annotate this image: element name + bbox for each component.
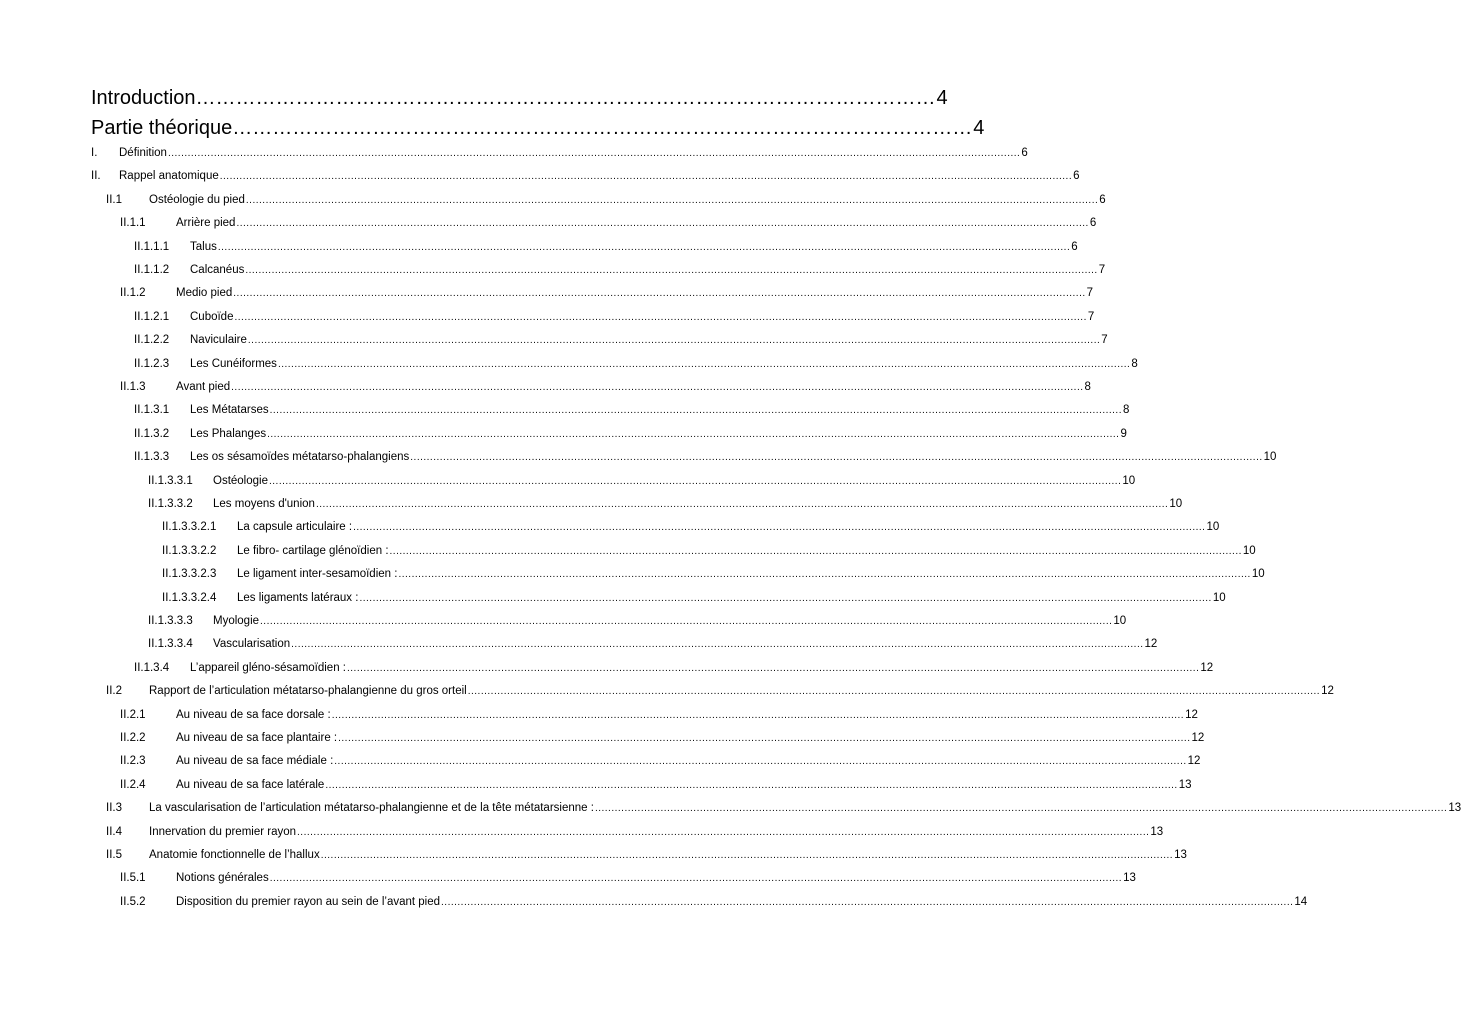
toc-entry[interactable] xyxy=(120,751,1201,771)
toc-entry-page: 7 xyxy=(1101,334,1108,347)
dot-leader: .................................................................................................................................................................................................................................................................... xyxy=(353,522,1206,534)
toc-entry[interactable] xyxy=(120,283,1094,303)
toc-entry[interactable] xyxy=(162,588,1226,608)
heading-page: 4 xyxy=(973,117,985,139)
toc-entry-title: Arrière pied xyxy=(176,217,236,230)
toc-entry[interactable] xyxy=(120,728,1205,748)
dot-leader: .................................................................................................................................................................................................................................................................... xyxy=(398,569,1251,581)
toc-entry-title: Les Phalanges xyxy=(190,427,267,440)
toc-heading-introduction xyxy=(91,86,948,110)
toc-entry-page: 13 xyxy=(1150,825,1164,838)
toc-entry-page: 10 xyxy=(1169,498,1183,510)
toc-entry-title: Calcanéus xyxy=(190,264,245,276)
toc-entry-number: II.5.1 xyxy=(120,872,146,885)
toc-entry-page: 6 xyxy=(1073,170,1080,183)
toc-entry[interactable] xyxy=(134,354,1138,374)
dot-leader: .................................................................................................................................................................................................................................................................... xyxy=(234,311,1087,323)
toc-entry-title: Rapport de l’articulation métatarso-phalangienne du gros orteil xyxy=(149,685,467,698)
dot-leader: .................................................................................................................................................................................................................................................................... xyxy=(331,709,1185,721)
toc-entry-page: 8 xyxy=(1123,404,1130,417)
dot-leader: .................................................................................................................................................................................................................................................................... xyxy=(291,639,1144,651)
toc-entry-title: Les moyens d'union xyxy=(213,498,315,510)
toc-entry[interactable] xyxy=(106,798,1461,818)
dot-leader: .................................................................................................................................................................................................................................................................... xyxy=(277,358,1131,370)
dot-leader: .................................................................................................................................................................................................................................................................... xyxy=(233,288,1086,300)
toc-entry-title: Cuboïde xyxy=(190,310,234,323)
dot-leader: .................................................................................................................................................................................................................................................................... xyxy=(297,826,1150,838)
toc-entry-title: Rappel anatomique xyxy=(119,170,219,183)
toc-entry[interactable] xyxy=(148,494,1183,514)
toc-entry-title: Au niveau de sa face dorsale : xyxy=(176,708,331,721)
dot-leader: .................................................................................................................................................................................................................................................................... xyxy=(347,662,1200,674)
toc-entry-page: 8 xyxy=(1131,357,1138,370)
toc-entry-title: Au niveau de sa face médiale : xyxy=(176,755,334,768)
toc-entry-title: Innervation du premier rayon xyxy=(149,825,297,838)
toc-entry-title: Le fibro- cartilage glénoïdien : xyxy=(237,544,389,557)
toc-entry-page: 13 xyxy=(1448,802,1461,815)
toc-entry[interactable] xyxy=(106,681,1334,701)
toc-entry-title: Les ligaments latéraux : xyxy=(237,591,359,604)
toc-entry-page: 13 xyxy=(1174,849,1187,861)
dot-leader: .................................................................................................................................................................................................................................................................... xyxy=(245,194,1099,206)
toc-entry-title: L’appareil gléno-sésamoïdien : xyxy=(190,661,346,674)
toc-entry[interactable] xyxy=(106,190,1106,210)
toc-entry-page: 9 xyxy=(1120,427,1127,440)
toc-entry-title: Les Métatarses xyxy=(190,404,269,417)
toc-heading-partie-theorique xyxy=(91,116,985,140)
toc-entry-title: Ostéologie du pied xyxy=(149,193,245,206)
toc-entry[interactable] xyxy=(120,892,1308,912)
toc-entry-number: II.1.1.1 xyxy=(134,240,170,253)
toc-entry-number: II.1.3.3.4 xyxy=(148,638,193,651)
toc-entry-page: 6 xyxy=(1099,193,1106,206)
heading-label: Introduction xyxy=(91,87,196,109)
toc-entry-number: II.1.3.3.2 xyxy=(148,498,193,510)
toc-entry-page: 7 xyxy=(1098,264,1106,276)
toc-entry-number: II.1.3.3.2.1 xyxy=(162,521,217,534)
dot-leader: .................................................................................................................................................................................................................................................................... xyxy=(334,756,1187,768)
toc-entry-page: 6 xyxy=(1021,147,1028,159)
toc-entry-title: Définition xyxy=(119,147,167,159)
toc-entry-number: II.1.3.4 xyxy=(134,661,170,674)
toc-entry-number: II.1.3.3.3 xyxy=(148,615,193,627)
toc-entry-number: II. xyxy=(91,170,101,183)
toc-entry[interactable] xyxy=(134,307,1095,327)
dot-leader: .................................................................................................................................................................................................................................................................... xyxy=(217,241,1071,253)
dot-leader: .................................................................................................................................................................................................................................................................... xyxy=(325,779,1178,791)
toc-entry[interactable] xyxy=(134,658,1214,678)
toc-entry-page: 10 xyxy=(1242,544,1256,557)
toc-entry[interactable] xyxy=(162,564,1265,584)
toc-entry-number: II.1.3.3.2.4 xyxy=(162,591,217,604)
toc-entry-page: 6 xyxy=(1071,240,1078,253)
dot-leader: .................................................................................................................................................................................................................................................................... xyxy=(315,499,1169,510)
toc-entry-title: Avant pied xyxy=(176,381,231,393)
toc-entry-page: 12 xyxy=(1144,638,1158,651)
toc-entry-number: II.1.3.1 xyxy=(134,404,170,417)
toc-entry-number: II.1.2.1 xyxy=(134,310,170,323)
toc-entry-page: 7 xyxy=(1086,287,1094,300)
toc-entry-number: II.2.1 xyxy=(120,708,146,721)
dot-leader: .................................................................................................................................................................................................................................................................... xyxy=(338,733,1191,744)
dot-leader: .................................................................................................................................................................................................................................................................... xyxy=(594,803,1448,815)
toc-entry[interactable] xyxy=(134,447,1277,467)
toc-entry-number: II.1.1.2 xyxy=(134,264,170,276)
toc-entry-page: 12 xyxy=(1200,661,1214,674)
toc-entry[interactable] xyxy=(134,424,1127,444)
toc-entry-number: II.1.3.3.2.3 xyxy=(162,568,217,581)
dot-leader: .................................................................................................................................................................................................................................................................... xyxy=(231,382,1084,393)
dot-leader: .................................................................................................................................................................................................................................................................... xyxy=(269,873,1123,885)
dot-leader: .................................................................................................................................................................................................................................................................... xyxy=(269,405,1122,417)
toc-entry-number: II.2.3 xyxy=(120,755,146,768)
toc-entry-number: II.1.3.3 xyxy=(134,451,170,464)
toc-entry-title: Myologie xyxy=(213,615,260,627)
toc-entry-title: Disposition du premier rayon au sein de l’avant pied xyxy=(176,895,441,908)
toc-entry[interactable] xyxy=(120,868,1136,888)
toc-entry-page: 10 xyxy=(1263,451,1277,464)
toc-entry-number: II.2 xyxy=(106,685,122,698)
toc-entry-title: Naviculaire xyxy=(190,334,247,347)
toc-entry-page: 10 xyxy=(1206,521,1220,534)
toc-entry-page: 8 xyxy=(1084,381,1091,393)
dot-leader: .................................................................................................................................................................................................................................................................... xyxy=(441,896,1294,908)
toc-entry-title: Anatomie fonctionnelle de l’hallux xyxy=(149,849,320,861)
toc-entry-page: 6 xyxy=(1089,217,1097,230)
toc-entry-page: 10 xyxy=(1251,568,1265,581)
toc-entry[interactable] xyxy=(120,213,1097,233)
toc-entry-number: I. xyxy=(91,147,98,159)
toc-entry-title: Notions générales xyxy=(176,872,269,885)
dot-leader: .................................................................................................................................................................................................................................................................... xyxy=(247,335,1101,347)
dot-leader: .................................................................................................................................................................................................................................................................... xyxy=(260,616,1113,627)
toc-entry-page: 13 xyxy=(1123,872,1136,885)
dot-leader: .................................................................................................................................................................................................................................................................... xyxy=(267,428,1120,440)
toc-entry[interactable] xyxy=(148,634,1158,654)
toc-entry-page: 12 xyxy=(1321,685,1334,698)
toc-entry-page: 7 xyxy=(1087,310,1095,323)
toc-entry-title: La capsule articulaire : xyxy=(237,521,353,534)
toc-entry[interactable] xyxy=(106,822,1164,842)
dot-leader: .................................................................................................................................................................................................................................................................... xyxy=(320,850,1174,861)
dot-leader: .................................................................................................................................................................................................................................................................... xyxy=(245,265,1098,276)
toc-entry-page: 10 xyxy=(1122,474,1136,487)
toc-entry[interactable] xyxy=(91,143,1028,163)
dot-leader: ………………………………………………………………………………………………… xyxy=(195,87,936,109)
toc-entry-number: II.5.2 xyxy=(120,895,146,908)
toc-entry[interactable] xyxy=(134,400,1130,420)
toc-entry-title: Ostéologie xyxy=(213,474,268,487)
toc-entry[interactable] xyxy=(134,237,1078,257)
toc-entry-number: II.5 xyxy=(106,849,122,861)
toc-entry-title: Au niveau de sa face latérale xyxy=(176,778,325,791)
dot-leader: .................................................................................................................................................................................................................................................................... xyxy=(410,452,1263,464)
toc-entry-title: Les os sésamoïdes métatarso-phalangiens xyxy=(190,451,410,464)
toc-entry-number: II.1.3.3.2.2 xyxy=(162,544,217,557)
toc-entry[interactable] xyxy=(162,541,1256,561)
toc-entry-page: 10 xyxy=(1113,615,1127,627)
toc-entry-number: II.1.3.3.1 xyxy=(148,474,193,487)
dot-leader: .................................................................................................................................................................................................................................................................... xyxy=(467,686,1321,698)
toc-entry[interactable] xyxy=(134,330,1108,350)
toc-entry[interactable] xyxy=(148,611,1127,631)
toc-entry-number: II.1 xyxy=(106,193,122,206)
toc-entry[interactable] xyxy=(91,166,1080,186)
toc-entry[interactable] xyxy=(120,705,1198,725)
toc-entry-number: II.4 xyxy=(106,825,122,838)
toc-entry-number: II.1.2.3 xyxy=(134,357,170,370)
toc-entry-number: II.1.2.2 xyxy=(134,334,170,347)
toc-entry-number: II.3 xyxy=(106,802,122,815)
toc-entry-number: II.1.3.2 xyxy=(134,427,170,440)
heading-page: 4 xyxy=(936,87,948,109)
toc-entry-title: La vascularisation de l’articulation métatarso-phalangienne et de la tête métatarsienne : xyxy=(149,802,594,815)
toc-entry-page: 12 xyxy=(1191,732,1205,744)
dot-leader: .................................................................................................................................................................................................................................................................... xyxy=(268,475,1122,487)
heading-label: Partie théorique xyxy=(91,117,233,139)
dot-leader: .................................................................................................................................................................................................................................................................... xyxy=(236,218,1089,230)
toc-entry-title: Le ligament inter-sesamoïdien : xyxy=(237,568,398,581)
toc-entry-number: II.2.2 xyxy=(120,732,146,744)
toc-entry-page: 14 xyxy=(1294,895,1308,908)
toc-entry-number: II.1.1 xyxy=(120,217,146,230)
toc-entry-number: II.2.4 xyxy=(120,778,146,791)
toc-entry[interactable] xyxy=(120,775,1192,795)
dot-leader: .................................................................................................................................................................................................................................................................... xyxy=(219,171,1073,183)
toc-entry-title: Vascularisation xyxy=(213,638,291,651)
dot-leader: ………………………………………………………………………………………………… xyxy=(232,117,973,139)
toc-entry-page: 10 xyxy=(1212,591,1226,604)
toc-entry-page: 13 xyxy=(1178,778,1192,791)
dot-leader: .................................................................................................................................................................................................................................................................... xyxy=(389,545,1242,557)
toc-entry-number: II.1.2 xyxy=(120,287,146,300)
toc-entry-title: Au niveau de sa face plantaire : xyxy=(176,732,338,744)
toc-entry-page: 12 xyxy=(1187,755,1201,768)
toc-entry-title: Medio pied xyxy=(176,287,233,300)
dot-leader: .................................................................................................................................................................................................................................................................... xyxy=(167,148,1021,159)
toc-entry[interactable] xyxy=(134,260,1106,280)
toc-entry[interactable] xyxy=(120,377,1091,397)
toc-entry-title: Les Cunéiformes xyxy=(190,357,277,370)
toc-entry[interactable] xyxy=(162,517,1220,537)
toc-entry-number: II.1.3 xyxy=(120,381,146,393)
toc-entry-page: 12 xyxy=(1185,708,1198,721)
toc-entry[interactable] xyxy=(106,845,1187,865)
dot-leader: .................................................................................................................................................................................................................................................................... xyxy=(359,592,1212,604)
toc-entry[interactable] xyxy=(148,471,1136,491)
toc-entry-title: Talus xyxy=(190,240,217,253)
